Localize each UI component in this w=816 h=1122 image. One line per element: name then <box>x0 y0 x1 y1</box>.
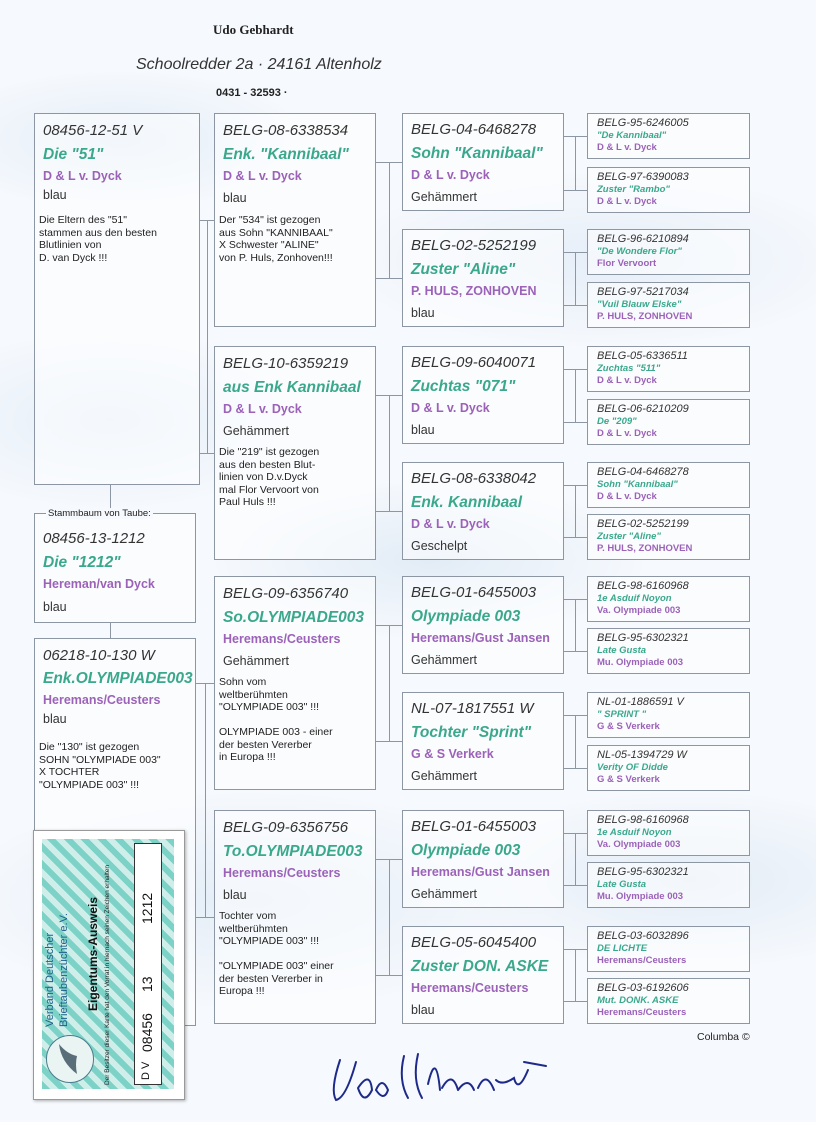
mother-name: Enk.OLYMPIADE003 <box>43 670 193 687</box>
card-ring-id: 1212 <box>139 892 155 924</box>
mother-breeder: Heremans/Ceusters <box>43 693 161 707</box>
ggp-ring: BELG-08-6338042 <box>411 470 537 487</box>
card-small-text: Der Besitzer dieser Karte hat den Vorrat in hiernach seinen Zeichen erhalten <box>104 864 111 1085</box>
gggp-box <box>587 229 750 275</box>
gggp-name: "De Kannibaal" <box>597 130 667 141</box>
connector-line <box>389 162 390 278</box>
connector-line <box>376 511 402 512</box>
ggp-breeder: Heremans/Gust Jansen <box>411 631 550 645</box>
gggp-breeder: D & L v. Dyck <box>597 142 657 153</box>
gp-note: Tochter vom weltberühmten "OLYMPIADE 003" !!! "OLYMPIADE 003" einer der besten Vererber in Europa !!! <box>219 910 334 997</box>
owner-phone: 0431 - 32593 · <box>216 87 288 99</box>
gggp-name: DE LICHTE <box>597 943 648 954</box>
gp-ring: BELG-10-6359219 <box>223 355 349 372</box>
gggp-ring: BELG-03-6192606 <box>597 982 689 994</box>
gp-color: blau <box>223 888 247 902</box>
gggp-breeder: P. HULS, ZONHOVEN <box>597 543 693 554</box>
owner-address: Schoolredder 2a · 24161 Altenholz <box>136 56 382 73</box>
connector-line <box>564 190 587 191</box>
ggp-ring: BELG-04-6468278 <box>411 121 537 138</box>
gp-box <box>214 346 376 560</box>
gggp-box <box>587 282 750 328</box>
ggp-color: Gehämmert <box>411 887 477 901</box>
gggp-ring: BELG-97-6390083 <box>597 171 689 183</box>
connector-line <box>575 136 576 190</box>
handwritten-signature <box>318 1040 558 1110</box>
father-note: Die Eltern des "51" stammen aus den besten Blutlinien von D. van Dyck !!! <box>39 214 157 264</box>
ggp-ring: NL-07-1817551 W <box>411 700 534 717</box>
gggp-ring: BELG-98-6160968 <box>597 814 689 826</box>
gggp-ring: BELG-95-6302321 <box>597 866 689 878</box>
connector-line <box>389 395 390 511</box>
card-ring-year: 13 <box>139 976 155 992</box>
gggp-breeder: G & S Verkerk <box>597 721 660 732</box>
owner-name: Udo Gebhardt <box>213 22 294 37</box>
gggp-box <box>587 399 750 445</box>
gggp-breeder: D & L v. Dyck <box>597 428 657 439</box>
connector-line <box>207 220 208 453</box>
ggp-breeder: P. HULS, ZONHOVEN <box>411 284 537 298</box>
ggp-name: Tochter "Sprint" <box>411 724 532 741</box>
gggp-box <box>587 862 750 908</box>
gp-breeder: Heremans/Ceusters <box>223 632 341 646</box>
ggp-name: Zuchtas "071" <box>411 378 516 395</box>
connector-line <box>376 278 402 279</box>
connector-line <box>196 917 214 918</box>
gp-note: Die "219" ist gezogen aus den besten Blut- linien von D.v.Dyck mal Flor Vervoort von Paul Huls !!! <box>219 446 320 508</box>
gggp-box <box>587 167 750 213</box>
connector-line <box>564 651 587 652</box>
gggp-name: 1e Asduif Noyon <box>597 827 672 838</box>
gggp-box <box>587 346 750 392</box>
connector-line <box>575 485 576 537</box>
gggp-name: Late Gusta <box>597 879 647 890</box>
connector-line <box>564 1001 587 1002</box>
gggp-breeder: D & L v. Dyck <box>597 491 657 502</box>
ggp-breeder: Heremans/Gust Jansen <box>411 865 550 879</box>
ggp-name: Zuster "Aline" <box>411 261 516 278</box>
gggp-breeder: Va. Olympiade 003 <box>597 839 681 850</box>
gggp-name: 1e Asduif Noyon <box>597 593 672 604</box>
gp-breeder: D & L v. Dyck <box>223 402 302 416</box>
mother-color: blau <box>43 712 67 726</box>
stammbaum-label: Stammbaum von Taube: <box>48 508 151 519</box>
gggp-box <box>587 978 750 1024</box>
gggp-name: " SPRINT " <box>597 709 647 720</box>
gggp-breeder: G & S Verkerk <box>597 774 660 785</box>
ggp-box <box>402 113 564 211</box>
gggp-name: Zuchtas "511" <box>597 363 661 374</box>
gggp-box <box>587 462 750 508</box>
gp-note: Der "534" ist gezogen aus Sohn "KANNIBAAL" X Schwester "ALINE" von P. Huls, Zonhoven!!! <box>219 214 333 264</box>
ggp-box <box>402 576 564 674</box>
gp-color: blau <box>223 191 247 205</box>
connector-line <box>575 252 576 305</box>
subject-name: Die "1212" <box>43 554 121 571</box>
gggp-box <box>587 628 750 674</box>
gggp-breeder: Flor Vervoort <box>597 258 657 269</box>
gggp-ring: BELG-04-6468278 <box>597 466 689 478</box>
gggp-name: De "209" <box>597 416 637 427</box>
gggp-ring: BELG-03-6032896 <box>597 930 689 942</box>
gp-name: So.OLYMPIADE003 <box>223 609 364 626</box>
ggp-ring: BELG-01-6455003 <box>411 584 537 601</box>
ggp-color: blau <box>411 306 435 320</box>
gp-ring: BELG-09-6356756 <box>223 819 349 836</box>
gggp-breeder: D & L v. Dyck <box>597 375 657 386</box>
subject-breeder: Hereman/van Dyck <box>43 577 155 591</box>
ggp-color: Geschelpt <box>411 539 468 553</box>
ggp-box <box>402 926 564 1024</box>
connector-line <box>564 768 587 769</box>
connector-line <box>376 741 402 742</box>
gp-name: To.OLYMPIADE003 <box>223 843 363 860</box>
gggp-box <box>587 113 750 159</box>
ggp-ring: BELG-09-6040071 <box>411 354 537 371</box>
gggp-ring: BELG-95-6246005 <box>597 117 689 129</box>
ggp-name: Zuster DON. ASKE <box>411 958 549 975</box>
gggp-box <box>587 692 750 738</box>
subject-ring: 08456-13-1212 <box>43 530 145 547</box>
ggp-color: Gehämmert <box>411 653 477 667</box>
connector-line <box>205 683 206 917</box>
connector-line <box>564 885 587 886</box>
card-content <box>42 839 174 1089</box>
ggp-box <box>402 229 564 327</box>
father-color: blau <box>43 188 67 202</box>
connector-line <box>575 949 576 1001</box>
connector-line <box>564 537 587 538</box>
credit-text: Columba © <box>697 1031 750 1043</box>
gp-note: Sohn vom weltberühmten "OLYMPIADE 003" !!! OLYMPIADE 003 - einer der besten Vererber in Europa !!! <box>219 676 333 763</box>
ggp-breeder: G & S Verkerk <box>411 747 494 761</box>
gggp-ring: BELG-05-6336511 <box>597 350 688 362</box>
ggp-name: Sohn "Kannibaal" <box>411 145 543 162</box>
card-ring-prefix: D V <box>140 1061 152 1080</box>
gp-name: Enk. "Kannibaal" <box>223 146 349 163</box>
father-breeder: D & L v. Dyck <box>43 169 122 183</box>
father-box <box>34 113 200 485</box>
card-title: Eigentums-Ausweis <box>86 896 100 1011</box>
ggp-name: Olympiade 003 <box>411 842 521 859</box>
gggp-breeder: Mu. Olympiade 003 <box>597 891 684 902</box>
ggp-breeder: D & L v. Dyck <box>411 168 490 182</box>
ggp-color: Gehämmert <box>411 190 477 204</box>
gp-ring: BELG-08-6338534 <box>223 122 349 139</box>
gggp-ring: BELG-06-6210209 <box>597 403 689 415</box>
connector-line <box>376 975 402 976</box>
gggp-ring: NL-05-1394729 W <box>597 749 687 761</box>
mother-note: Die "130" ist gezogen SOHN "OLYMPIADE 003" X TOCHTER "OLYMPIADE 003" !!! <box>39 741 161 791</box>
ggp-ring: BELG-01-6455003 <box>411 818 537 835</box>
ggp-box <box>402 692 564 790</box>
ggp-breeder: Heremans/Ceusters <box>411 981 529 995</box>
gp-box <box>214 113 376 327</box>
gggp-name: Zuster "Rambo" <box>597 184 670 195</box>
gp-ring: BELG-09-6356740 <box>223 585 349 602</box>
gggp-breeder: Va. Olympiade 003 <box>597 605 681 616</box>
gggp-name: Mut. DONK. ASKE <box>597 995 679 1006</box>
card-ring-number: 08456 <box>139 1013 155 1052</box>
connector-line <box>575 715 576 768</box>
gggp-ring: NL-01-1886591 V <box>597 696 684 708</box>
connector-line <box>564 422 587 423</box>
gggp-name: Late Gusta <box>597 645 647 656</box>
ggp-color: Gehämmert <box>411 769 477 783</box>
ggp-name: Enk. Kannibaal <box>411 494 523 511</box>
ggp-box <box>402 810 564 908</box>
gggp-ring: BELG-02-5252199 <box>597 518 689 530</box>
gggp-ring: BELG-97-5217034 <box>597 286 689 298</box>
gp-name: aus Enk Kannibaal <box>223 379 361 396</box>
gp-box <box>214 810 376 1024</box>
gp-box <box>214 576 376 790</box>
card-ring-row <box>134 843 162 1085</box>
ggp-name: Olympiade 003 <box>411 608 521 625</box>
card-org-line1: Verband Deutscher <box>44 932 56 1027</box>
gggp-breeder: P. HULS, ZONHOVEN <box>597 311 693 322</box>
gggp-breeder: Mu. Olympiade 003 <box>597 657 684 668</box>
connector-line <box>110 623 111 638</box>
ggp-ring: BELG-02-5252199 <box>411 237 537 254</box>
connector-line <box>575 369 576 422</box>
connector-line <box>200 453 214 454</box>
gggp-breeder: D & L v. Dyck <box>597 196 657 207</box>
gggp-box <box>587 745 750 791</box>
gp-breeder: Heremans/Ceusters <box>223 866 341 880</box>
ggp-breeder: D & L v. Dyck <box>411 517 490 531</box>
gggp-box <box>587 926 750 972</box>
connector-line <box>389 625 390 741</box>
gggp-box <box>587 514 750 560</box>
gp-color: Gehämmert <box>223 424 289 438</box>
connector-line <box>575 833 576 885</box>
gggp-name: "De Wondere Flor" <box>597 246 682 257</box>
gp-breeder: D & L v. Dyck <box>223 169 302 183</box>
gggp-ring: BELG-98-6160968 <box>597 580 689 592</box>
gggp-name: Sohn "Kannibaal" <box>597 479 678 490</box>
card-org-line2: Brieftaubenzüchter e.V. <box>58 913 70 1027</box>
subject-box <box>34 513 196 623</box>
father-name: Die "51" <box>43 146 104 163</box>
gggp-name: Verity OF Didde <box>597 762 668 773</box>
connector-line <box>575 599 576 651</box>
gggp-box <box>587 810 750 856</box>
subject-color: blau <box>43 600 67 614</box>
gggp-box <box>587 576 750 622</box>
gp-color: Gehämmert <box>223 654 289 668</box>
ggp-color: blau <box>411 1003 435 1017</box>
ggp-box <box>402 346 564 444</box>
ggp-ring: BELG-05-6045400 <box>411 934 537 951</box>
ownership-card <box>33 830 185 1100</box>
gggp-ring: BELG-96-6210894 <box>597 233 689 245</box>
gggp-ring: BELG-95-6302321 <box>597 632 689 644</box>
mother-ring: 06218-10-130 W <box>43 647 155 664</box>
ggp-breeder: D & L v. Dyck <box>411 401 490 415</box>
ggp-box <box>402 462 564 560</box>
connector-line <box>389 859 390 975</box>
gggp-name: "Vuil Blauw Elske" <box>597 299 682 310</box>
gggp-name: Zuster "Aline" <box>597 531 661 542</box>
ggp-color: blau <box>411 423 435 437</box>
father-ring: 08456-12-51 V <box>43 122 143 139</box>
gggp-breeder: Heremans/Ceusters <box>597 1007 687 1018</box>
pigeon-logo-icon <box>46 1035 94 1083</box>
connector-line <box>564 305 587 306</box>
gggp-breeder: Heremans/Ceusters <box>597 955 687 966</box>
